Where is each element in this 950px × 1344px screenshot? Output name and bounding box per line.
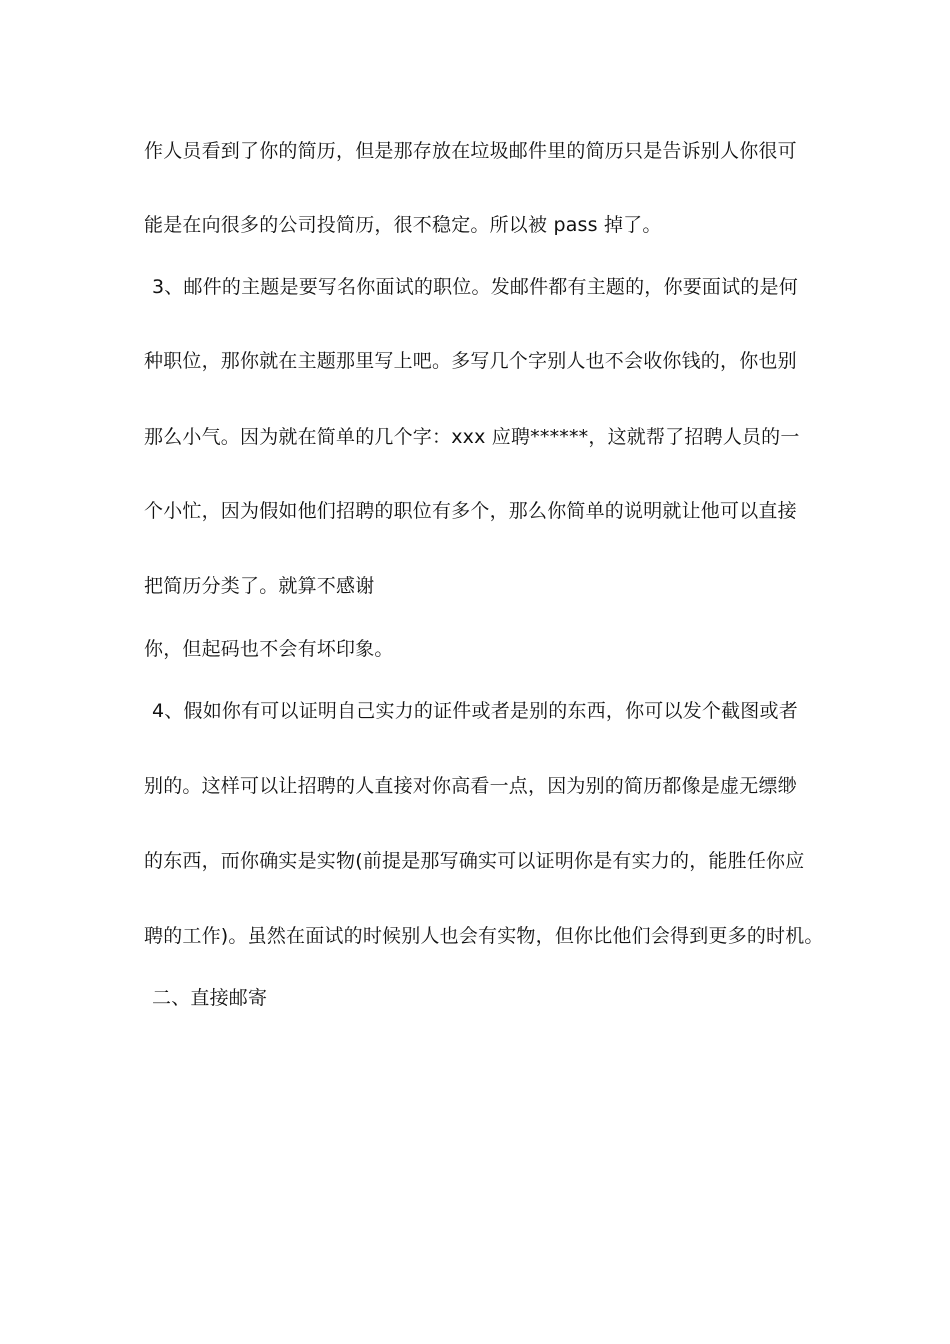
list-item-3: 3、邮件的主题是要写名你面试的职位。发邮件都有主题的，你要面试的是何 [152,276,798,298]
list-item-4: 4、假如你有可以证明自己实力的证件或者是别的东西，你可以发个截图或者 [152,700,798,722]
text-line: 作人员看到了你的简历，但是那存放在垃圾邮件里的简历只是告诉别人你很可 [144,140,797,162]
text-line: 别的。这样可以让招聘的人直接对你高看一点，因为别的简历都像是虚无缥缈 [144,775,797,797]
text-line: 你，但起码也不会有坏印象。 [144,638,394,660]
text-line: 把简历分类了。就算不感谢 [144,575,375,597]
section-heading: 二、直接邮寄 [152,987,268,1009]
text-line: 能是在向很多的公司投简历，很不稳定。所以被 pass 掉了。 [144,214,662,236]
text-line: 个小忙，因为假如他们招聘的职位有多个，那么你简单的说明就让他可以直接 [144,500,797,522]
text-line: 聘的工作)。虽然在面试的时候别人也会有实物，但你比他们会得到更多的时机。 [144,925,824,947]
text-line: 那么小气。因为就在简单的几个字：xxx 应聘******，这就帮了招聘人员的一 [144,426,800,448]
text-line: 的东西，而你确实是实物(前提是那写确实可以证明你是有实力的，能胜任你应 [144,850,805,872]
text-line: 种职位，那你就在主题那里写上吧。多写几个字别人也不会收你钱的，你也别 [144,350,797,372]
